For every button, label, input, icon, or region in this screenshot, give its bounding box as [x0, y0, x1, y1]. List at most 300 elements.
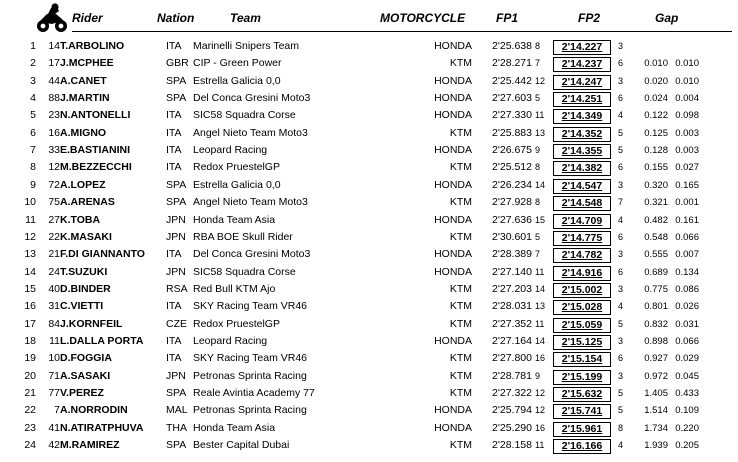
nation: ITA	[166, 109, 182, 122]
rider-number: 21	[48, 248, 60, 261]
fp1-time: 2'27.352	[492, 317, 532, 330]
fp1-time: 2'27.330	[492, 109, 532, 122]
fp1-time: 2'26.234	[492, 178, 532, 191]
gap-to-previous: 0.098	[675, 110, 699, 122]
motorcycle: HONDA	[434, 404, 472, 417]
nation: SPA	[166, 387, 187, 399]
rider-number: 17	[48, 57, 60, 70]
fp1-time: 2'28.781	[492, 369, 532, 382]
table-row	[0, 316, 738, 333]
gap-to-previous: 0.004	[675, 93, 699, 105]
nation: CZE	[166, 317, 187, 330]
gap-to-previous: 0.066	[675, 231, 699, 243]
gap-to-first: 0.010	[644, 58, 668, 70]
gap-to-previous: 0.007	[675, 249, 699, 261]
rider-number: 12	[48, 161, 60, 174]
fp1-time: 2'27.140	[492, 265, 532, 278]
fp1-lap: 11	[535, 318, 545, 329]
fp1-time: 2'28.271	[492, 57, 532, 70]
motorcycle: KTM	[449, 57, 472, 70]
rider-number: 84	[48, 317, 60, 330]
rider-name: J.MCPHEE	[60, 57, 114, 70]
nation: SPA	[166, 178, 187, 191]
gap-to-first: 0.320	[644, 179, 668, 191]
table-row	[0, 159, 738, 176]
fp1-time: 2'28.389	[492, 248, 532, 261]
motorcycle: KTM	[449, 387, 472, 399]
fp1-lap: 9	[535, 145, 541, 156]
team-name: Petronas Sprinta Racing	[193, 404, 307, 417]
fp2-lap: 4	[618, 110, 624, 121]
fp1-time: 2'27.203	[492, 282, 532, 295]
gap-to-previous: 0.134	[675, 266, 699, 278]
position: 13	[24, 248, 36, 261]
position: 6	[30, 126, 36, 139]
rider-name: N.ATIRATPHUVA	[60, 421, 144, 434]
gap-to-previous: 0.045	[675, 370, 699, 382]
fp1-lap: 15	[535, 214, 546, 225]
rider-name: N.ANTONELLI	[60, 109, 131, 122]
team-name: Honda Team Asia	[193, 421, 276, 434]
fp2-lap: 4	[618, 301, 624, 312]
rider-number: 23	[48, 109, 60, 122]
team-name: Red Bull KTM Ajo	[193, 282, 276, 295]
motorcycle: HONDA	[434, 265, 472, 278]
fp2-lap: 5	[618, 127, 624, 138]
fp1-lap: 11	[535, 266, 545, 277]
motorcycle: HONDA	[434, 109, 472, 122]
fp2-lap: 7	[618, 197, 624, 208]
gap-to-first: 0.927	[644, 353, 668, 365]
team-name: Leopard Racing	[193, 144, 268, 157]
rider-number: 41	[48, 421, 60, 434]
position: 23	[24, 421, 36, 434]
rider-number: 14	[48, 40, 60, 52]
fp2-time: 2'15.741	[553, 404, 611, 419]
position: 18	[24, 334, 36, 347]
table-row	[0, 229, 738, 246]
fp1-time: 2'28.031	[492, 300, 532, 313]
rider-name: J.KORNFEIL	[60, 317, 123, 330]
table-row	[0, 212, 738, 229]
rider-name: C.VIETTI	[60, 300, 104, 313]
fp1-lap: 8	[535, 197, 541, 208]
fp2-lap: 5	[618, 405, 624, 416]
fp1-time: 2'27.603	[492, 92, 532, 105]
motorcycle: HONDA	[434, 144, 472, 157]
gap-to-first: 1.939	[644, 440, 668, 452]
rider-name: F.DI GIANNANTO	[60, 248, 145, 261]
motorcycle: HONDA	[434, 178, 472, 191]
position: 11	[25, 213, 36, 226]
gap-to-first: 0.898	[644, 335, 668, 347]
fp2-time: 2'15.199	[553, 370, 611, 385]
rider-name: K.TOBA	[60, 213, 101, 226]
fp2-lap: 5	[618, 388, 624, 398]
nation: ITA	[166, 144, 182, 157]
motorcycle: HONDA	[434, 40, 472, 52]
header-team: Team	[230, 11, 261, 25]
fp2-lap: 6	[618, 266, 624, 277]
fp2-time: 2'14.548	[553, 196, 611, 211]
position: 1	[30, 40, 36, 52]
gap-to-previous: 0.003	[675, 145, 699, 157]
team-name: Reale Avintia Academy 77	[193, 387, 315, 399]
team-name: Del Conca Gresini Moto3	[193, 92, 311, 105]
gap-to-first: 1.734	[644, 422, 668, 434]
fp1-time: 2'26.675	[492, 144, 532, 157]
rider-name: A.ARENAS	[60, 196, 115, 209]
team-name: SIC58 Squadra Corse	[193, 265, 296, 278]
motorcycle: KTM	[449, 369, 472, 382]
table-row	[0, 437, 738, 454]
header-gap: Gap	[655, 11, 679, 25]
fp1-lap: 14	[535, 283, 546, 294]
gap-to-first: 0.775	[644, 283, 668, 295]
motorcycle: KTM	[449, 300, 472, 313]
rider-name: D.BINDER	[60, 282, 111, 295]
gap-to-previous: 0.109	[675, 405, 699, 417]
rider-name: T.ARBOLINO	[60, 40, 125, 52]
nation: JPN	[166, 230, 186, 243]
team-name: Angel Nieto Team Moto3	[193, 126, 308, 139]
fp1-time: 2'27.322	[492, 387, 532, 399]
table-row	[0, 38, 738, 55]
gap-to-first: 0.024	[644, 93, 668, 105]
rider-number: 75	[48, 196, 60, 209]
gap-to-first: 0.155	[644, 162, 668, 174]
motorcycle: KTM	[449, 439, 472, 452]
table-row	[0, 420, 738, 437]
fp2-lap: 5	[618, 145, 624, 156]
rider-name: V.PEREZ	[60, 387, 104, 399]
fp2-time: 2'15.154	[553, 352, 611, 367]
position: 16	[24, 300, 36, 313]
motorcycle-rider-icon	[34, 3, 70, 33]
rider-number: 22	[48, 230, 60, 243]
team-name: Redox PruestelGP	[193, 161, 280, 174]
fp1-lap: 14	[535, 335, 546, 346]
fp2-lap: 3	[618, 283, 624, 294]
gap-to-previous: 0.027	[675, 162, 699, 174]
gap-to-previous: 0.029	[675, 353, 699, 365]
header-motorcycle: MOTORCYCLE	[380, 11, 466, 25]
position: 17	[24, 317, 36, 330]
gap-to-previous: 0.010	[675, 75, 699, 87]
fp2-time: 2'14.251	[553, 92, 611, 107]
fp2-time: 2'14.775	[553, 231, 611, 246]
nation: MAL	[166, 404, 188, 417]
rider-name: A.LOPEZ	[60, 178, 106, 191]
fp1-lap: 13	[535, 301, 546, 312]
rider-number: 24	[48, 265, 60, 278]
motorcycle: HONDA	[434, 74, 472, 87]
gap-to-previous: 0.433	[675, 388, 699, 399]
motorcycle: KTM	[449, 126, 472, 139]
gap-to-previous: 0.026	[675, 301, 699, 313]
gap-to-previous: 0.220	[675, 422, 699, 434]
fp2-lap: 6	[618, 353, 624, 364]
fp2-lap: 5	[618, 318, 624, 329]
header-nation: Nation	[157, 11, 195, 25]
fp2-lap: 3	[618, 370, 624, 381]
motorcycle: HONDA	[434, 421, 472, 434]
fp1-lap: 7	[535, 249, 541, 260]
fp1-time: 2'27.636	[492, 213, 532, 226]
fp2-time: 2'14.709	[553, 214, 611, 229]
fp1-time: 2'25.512	[492, 161, 532, 174]
rider-number: 10	[48, 352, 60, 365]
rider-number: 77	[48, 387, 60, 399]
motorcycle: HONDA	[434, 213, 472, 226]
gap-to-previous: 0.010	[675, 58, 699, 70]
team-name: Petronas Sprinta Racing	[193, 369, 307, 382]
rider-name: M.BEZZECCHI	[60, 161, 132, 174]
table-row	[0, 264, 738, 281]
fp2-time: 2'15.125	[553, 335, 611, 350]
nation: ITA	[166, 300, 182, 313]
fp2-lap: 3	[618, 335, 624, 346]
header-divider	[72, 31, 732, 32]
gap-to-first: 1.405	[644, 388, 668, 399]
motorcycle: KTM	[449, 161, 472, 174]
position: 7	[30, 144, 36, 157]
fp1-lap: 11	[535, 110, 545, 121]
motorcycle: KTM	[449, 282, 472, 295]
fp1-time: 2'25.442	[492, 74, 532, 87]
fp2-time: 2'14.349	[553, 109, 611, 124]
fp1-lap: 13	[535, 127, 546, 138]
team-name: Marinelli Snipers Team	[193, 40, 300, 52]
fp2-time: 2'14.237	[553, 57, 611, 72]
fp1-time: 2'27.928	[492, 196, 532, 209]
fp2-lap: 6	[618, 231, 624, 242]
fp1-time: 2'25.290	[492, 421, 532, 434]
position: 14	[24, 265, 36, 278]
position: 15	[24, 282, 36, 295]
position: 21	[24, 387, 36, 399]
nation: SPA	[166, 439, 187, 452]
fp1-time: 2'27.164	[492, 334, 532, 347]
rider-number: 72	[48, 178, 60, 191]
rider-name: J.MARTIN	[60, 92, 110, 105]
rider-number: 16	[48, 126, 60, 139]
rider-name: L.DALLA PORTA	[60, 334, 144, 347]
gap-to-previous: 0.165	[675, 179, 699, 191]
fp2-lap: 4	[618, 214, 624, 225]
rider-name: A.SASAKI	[60, 369, 111, 382]
position: 24	[24, 439, 36, 452]
table-row	[0, 73, 738, 90]
rider-name: A.CANET	[60, 74, 107, 87]
fp1-lap: 14	[535, 179, 546, 190]
gap-to-first: 0.689	[644, 266, 668, 278]
gap-to-previous: 0.086	[675, 283, 699, 295]
fp1-lap: 9	[535, 370, 541, 381]
fp2-lap: 3	[618, 41, 624, 51]
fp2-time: 2'14.247	[553, 75, 611, 90]
fp1-lap: 11	[535, 440, 545, 451]
gap-to-first: 0.972	[644, 370, 668, 382]
gap-to-first: 0.321	[644, 197, 668, 209]
rider-number: 31	[48, 300, 60, 313]
fp2-lap: 8	[618, 422, 624, 433]
team-name: Honda Team Asia	[193, 213, 276, 226]
rider-number: 88	[48, 92, 60, 105]
table-row	[0, 125, 738, 142]
fp1-time: 2'25.794	[492, 404, 532, 417]
gap-to-first: 0.122	[644, 110, 668, 122]
nation: JPN	[166, 369, 186, 382]
rider-number: 7	[54, 404, 60, 417]
team-name: Del Conca Gresini Moto3	[193, 248, 311, 261]
nation: ITA	[166, 334, 182, 347]
rider-name: A.NORRODIN	[60, 404, 128, 417]
motorcycle: KTM	[449, 317, 472, 330]
fp2-lap: 4	[618, 440, 624, 451]
gap-to-previous: 0.001	[675, 197, 699, 209]
fp2-time: 2'15.002	[553, 283, 611, 298]
fp2-lap: 6	[618, 93, 624, 104]
gap-to-previous: 0.066	[675, 335, 699, 347]
position: 8	[30, 161, 36, 174]
rider-name: M.RAMIREZ	[60, 439, 120, 452]
fp1-lap: 12	[535, 388, 546, 398]
gap-to-first: 0.548	[644, 231, 668, 243]
fp2-time: 2'14.382	[553, 161, 611, 176]
team-name: Redox PruestelGP	[193, 317, 280, 330]
nation: ITA	[166, 161, 182, 174]
table-row	[0, 298, 738, 315]
nation: SPA	[166, 196, 187, 209]
motorcycle: HONDA	[434, 248, 472, 261]
team-name: SKY Racing Team VR46	[193, 300, 308, 313]
position: 9	[30, 178, 36, 191]
nation: THA	[166, 421, 187, 434]
position: 19	[24, 352, 36, 365]
gap-to-first: 0.832	[644, 318, 668, 330]
rider-name: D.FOGGIA	[60, 352, 112, 365]
table-row	[0, 350, 738, 367]
position: 5	[30, 109, 36, 122]
table-row	[0, 194, 738, 211]
fp2-time: 2'14.782	[553, 248, 611, 263]
team-name: RBA BOE Skull Rider	[193, 230, 293, 243]
fp1-lap: 5	[535, 93, 541, 104]
fp1-time: 2'30.601	[492, 230, 532, 243]
nation: ITA	[166, 248, 182, 261]
nation: ITA	[166, 352, 182, 365]
fp2-lap: 3	[618, 249, 624, 260]
fp1-lap: 12	[535, 405, 546, 416]
team-name: Estrella Galicia 0,0	[193, 178, 281, 191]
nation: JPN	[166, 213, 186, 226]
gap-to-previous: 0.031	[675, 318, 699, 330]
fp2-time: 2'14.227	[553, 40, 611, 55]
motorcycle: HONDA	[434, 92, 472, 105]
gap-to-first: 1.514	[644, 405, 668, 417]
rider-number: 11	[49, 334, 60, 347]
nation: RSA	[166, 282, 188, 295]
fp2-time: 2'15.059	[553, 318, 611, 333]
fp2-lap: 6	[618, 162, 624, 173]
table-row	[0, 385, 738, 402]
fp2-lap: 6	[618, 58, 624, 69]
fp2-time: 2'14.352	[553, 127, 611, 142]
fp2-lap: 3	[618, 179, 624, 190]
table-row	[0, 55, 738, 72]
motorcycle: KTM	[449, 196, 472, 209]
gap-to-previous: 0.003	[675, 127, 699, 139]
rider-name: T.SUZUKI	[60, 265, 108, 278]
header-fp1: FP1	[496, 11, 519, 25]
rider-number: 40	[48, 282, 60, 295]
team-name: SIC58 Squadra Corse	[193, 109, 296, 122]
fp2-time: 2'14.547	[553, 179, 611, 194]
fp2-time: 2'15.632	[553, 387, 611, 402]
fp1-lap: 8	[535, 162, 541, 173]
nation: SPA	[166, 92, 187, 105]
rider-name: E.BASTIANINI	[60, 144, 131, 157]
fp1-time: 2'25.638	[492, 40, 532, 52]
table-row	[0, 368, 738, 385]
position: 10	[24, 196, 36, 209]
position: 3	[30, 74, 36, 87]
fp2-time: 2'16.166	[553, 439, 611, 454]
team-name: Leopard Racing	[193, 334, 268, 347]
gap-to-first: 0.801	[644, 301, 668, 313]
header-fp2: FP2	[578, 11, 601, 25]
header-rider: Rider	[72, 11, 103, 25]
position: 4	[30, 92, 36, 105]
gap-to-first: 0.482	[644, 214, 668, 226]
motorcycle: HONDA	[434, 334, 472, 347]
position: 22	[24, 404, 36, 417]
gap-to-first: 0.125	[644, 127, 668, 139]
gap-to-first: 0.555	[644, 249, 668, 261]
rider-number: 44	[48, 74, 60, 87]
rider-name: A.MIGNO	[60, 126, 107, 139]
fp1-lap: 12	[535, 75, 546, 86]
table-row	[0, 246, 738, 263]
fp2-time: 2'14.355	[553, 144, 611, 159]
gap-to-first: 0.128	[644, 145, 668, 157]
position: 20	[24, 369, 36, 382]
team-name: Angel Nieto Team Moto3	[193, 196, 308, 209]
team-name: Bester Capital Dubai	[193, 439, 290, 452]
fp1-lap: 16	[535, 353, 546, 364]
fp1-time: 2'25.883	[492, 126, 532, 139]
position: 2	[30, 57, 36, 70]
rider-number: 42	[48, 439, 60, 452]
gap-to-previous: 0.161	[675, 214, 699, 226]
nation: GBR	[166, 57, 189, 70]
nation: ITA	[166, 40, 182, 52]
rider-number: 27	[48, 213, 60, 226]
team-name: Estrella Galicia 0,0	[193, 74, 281, 87]
gap-to-first: 0.020	[644, 75, 668, 87]
fp1-lap: 16	[535, 422, 546, 433]
rider-number: 33	[48, 144, 60, 157]
fp1-time: 2'28.158	[492, 439, 532, 452]
team-name: CIP - Green Power	[193, 57, 282, 70]
fp2-time: 2'15.028	[553, 300, 611, 315]
fp1-lap: 5	[535, 231, 541, 242]
fp1-time: 2'27.800	[492, 352, 532, 365]
table-row	[0, 107, 738, 124]
nation: JPN	[166, 265, 186, 278]
table-row	[0, 402, 738, 419]
